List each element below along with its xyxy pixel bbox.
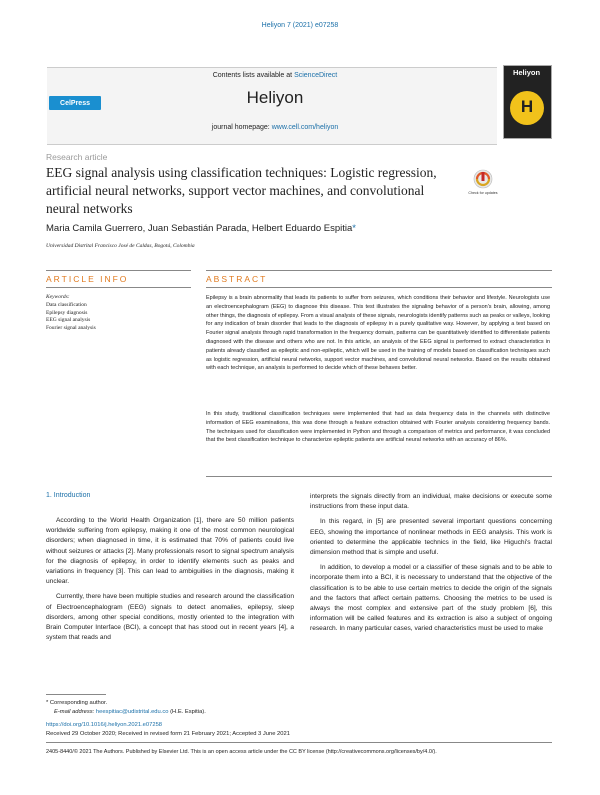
email-suffix: (H.E. Espitia).: [168, 709, 206, 715]
corresponding-mark[interactable]: *: [352, 223, 356, 234]
email-line: [54, 709, 206, 715]
doi-link[interactable]: https://doi.org/10.1016/j.heliyon.2021.e07258: [46, 722, 163, 728]
info-rule-2: [46, 287, 191, 288]
info-rule: [46, 270, 191, 271]
body-column-right: [310, 492, 552, 640]
contents-prefix: Contents lists available at: [212, 72, 295, 79]
article-type: Research article: [46, 152, 108, 162]
homepage-prefix: journal homepage:: [211, 124, 272, 131]
license-text: 2405-8440/© 2021 The Authors. Published by Elsevier Ltd. This is an open access article under the CC BY license (http://creativecommons.org/licenses/by/4.0/).: [46, 749, 437, 755]
journal-reference[interactable]: Heliyon 7 (2021) e07258: [261, 22, 339, 29]
article-title: EEG signal analysis using classification techniques: Logistic regression, artificial neural networks, support vector machines, and convolutional neural networks: [46, 165, 437, 216]
body-paragraph: Currently, there have been multiple studies and research around the classification of Electroencephalogram (EEG) signals to detect anomalies, epilepsy, sleep disorders, among other special conditions, mostly oriented to the integration with Brain Computer Interface (BCI), a concept that has stood out in recent years [4], a system that reads and: [46, 593, 294, 642]
cover-logo-letter: H: [520, 97, 534, 116]
abstract-rule: [206, 270, 552, 271]
introduction-heading: 1. Introduction: [46, 492, 91, 499]
body-column-left: [46, 516, 294, 648]
cover-title: Heliyon: [512, 68, 541, 77]
sciencedirect-link[interactable]: ScienceDirect: [294, 72, 338, 79]
keyword-item: Epilepsy diagnosis: [46, 309, 88, 316]
homepage-line: [100, 124, 450, 131]
abstract-heading: ABSTRACT: [206, 274, 268, 284]
body-paragraph: According to the World Health Organization [1], there are 50 million patients worldwide suffering from epilepsy, making it one of the most common neurological disorders; when diagnosed in time, it is estimated that 70% of patients could live without seizures or attacks [2]. Many professionals resort to signal spectrum analysis for the diagnosis of epilepsy, in order to identify elements such as peaks and variations in frequency [3]. This can lead to ambiguities in the diagnosis, making it unclear.: [46, 517, 294, 586]
cellpress-logo: CelPress: [49, 96, 101, 110]
author-names: Maria Camila Guerrero, Juan Sebastián Parada, Helbert Eduardo Espitia: [46, 223, 353, 234]
email-label: E-mail address:: [54, 709, 96, 715]
bottom-rule: [46, 742, 552, 743]
article-info-heading: ARTICLE INFO: [46, 274, 129, 284]
abstract-rule-2: [206, 287, 552, 288]
body-paragraph: interprets the signals directly from an individual, make decisions or execute some instructions from these input data.: [310, 493, 552, 511]
body-paragraph: In this regard, in [5] are presented several important questions concerning EEG, showing the importance of nonlinear methods in EEG analysis. This work is oriented to determine the applicable technics in the field, like Higuchi's fractal dimension method that is simple and useful.: [310, 518, 552, 557]
email-link[interactable]: heespitiac@udistrital.edu.co: [95, 709, 169, 715]
abstract-end-rule: [206, 476, 552, 477]
abstract-paragraph-1: Epilepsy is a brain abnormality that leads its patients to suffer from seizures, which conditions their behavior and lifestyle. Neurologists use an electroencephalogram (EEG) to diagnose this disease. This test illustrates the signaling behavior of a person's brain, allowing, among other things, the diagnosis of epilepsy. From a visual analysis of these signals, neurologists identify patterns such as peaks or valleys, looking for any indication of brain disorder that leads to the diagnosis of epilepsy in a purely qualitative way. However, by applying a test based on Fourier signal analysis through rapid transformation in the frequency domain, patterns can be quantitatively identified to differentiate patients diagnosed with the disease and others who are not. In this article, an analysis of the EEG signal is performed to extract characteristics in patients already classified as epileptic and non-epileptic, which will be used in the training of models based on classification techniques such as logistic regression, artificial neural networks, support vector machines, and convolutional neural networks. Based on the results obtained with each technique, an analysis is performed to decide which of these behaves better.: [206, 295, 550, 372]
keywords-list: [46, 302, 96, 332]
authors: [46, 223, 356, 234]
corresponding-author-note: * Corresponding author.: [46, 700, 108, 706]
keyword-item: Fourier signal analysis: [46, 324, 96, 331]
received-dates: Received 29 October 2020; Received in revised form 21 February 2021; Accepted 3 June 2021: [46, 731, 290, 737]
abstract-paragraph-2: In this study, traditional classification techniques were implemented that had as data frequency data in the channels with distinctive information of EEG examinations, this was done through a feature extraction obtained with Fourier analysis considering frequency bands. The techniques used for classification were implemented in Python and through a comparison of metrics and performance, it was concluded that the best classification technique to characterize epileptic patients are artificial neural networks with an accuracy of 86%.: [206, 411, 550, 444]
homepage-link[interactable]: www.cell.com/heliyon: [271, 124, 339, 131]
check-updates-label: Check for updates: [468, 191, 498, 195]
affiliation: Universidad Distrital Francisco José de Caldas, Bogotá, Colombia: [46, 243, 195, 249]
check-for-updates-badge[interactable]: [468, 169, 498, 201]
keyword-item: Data classification: [46, 302, 87, 308]
footnote-rule: [46, 694, 106, 695]
body-paragraph: In addition, to develop a model or a classifier of these signals and to be able to incorporate them into a BCI, it is necessary to understand that the objective of the classification is to be able to use certain metrics to decide the origin of the signals and the factors that affect certain patterns. Choosing the metrics to be used is always the most complex and extensive part of the study problem [6], this information will be called features and its extraction is also a subject of ongoing research. In many particular cases, varied characteristics must be used to make: [310, 564, 552, 633]
keywords-label: Keywords:: [46, 294, 70, 300]
contents-line: [100, 72, 450, 79]
journal-title: Heliyon: [246, 88, 304, 107]
keyword-item: EEG signal analysis: [46, 317, 91, 324]
